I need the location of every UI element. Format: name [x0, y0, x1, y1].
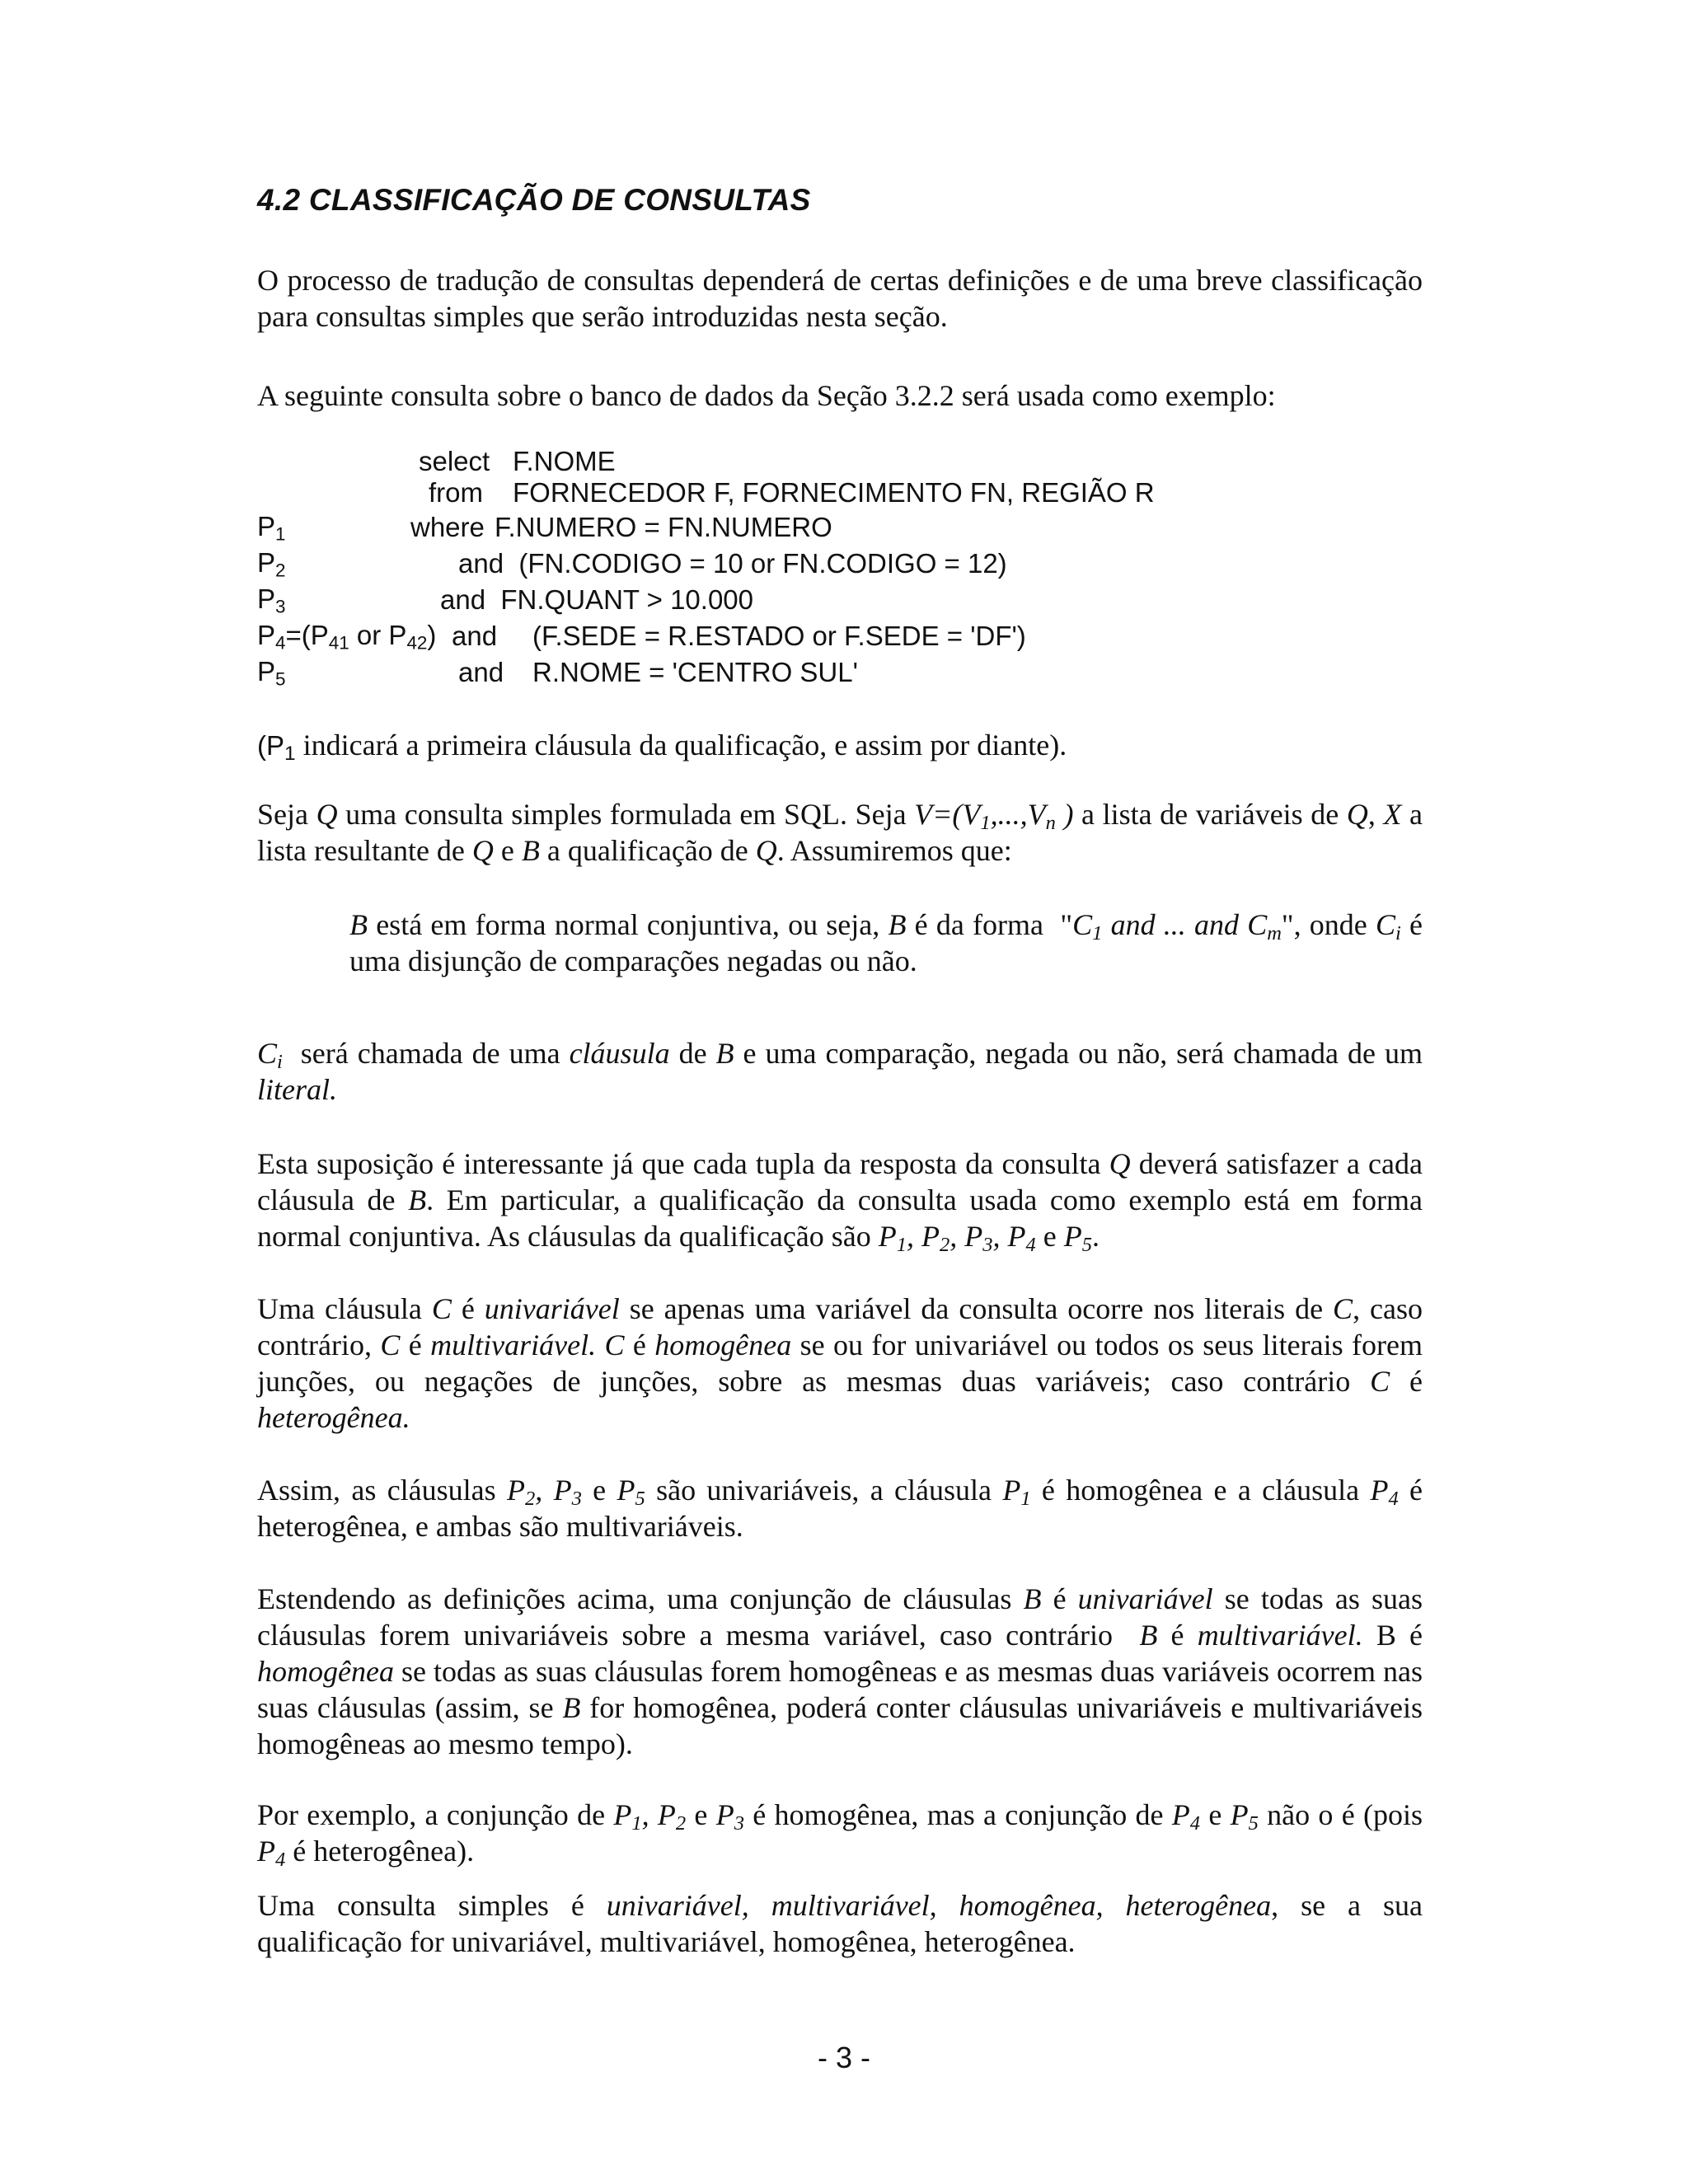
sql-where-value: F.NUMERO = FN.NUMERO [495, 512, 832, 542]
predicate-label-p4: $P_4=(P_{41}$ or $P_{42}$) [257, 620, 437, 654]
univariavel-definition-paragraph: Uma cláusula C é univariável se apenas uma variável da consulta ocorre nos literais de C, caso contrário, C é multivariável. C é homogênea se ou for univariável ou todos os seus literais forem junções, ou negações de junções, sobre as mesmas duas variáveis; caso contrário C é heterogênea. [257, 1292, 1423, 1434]
sql-select-value: F.NOME [513, 446, 616, 476]
intro-paragraph: O processo de tradução de consultas dependerá de certas definições e de uma breve classificação para consultas simples que serão introduzidas nesta seção. [257, 264, 1423, 333]
predicate-label-p3: $P_3$ [257, 583, 286, 617]
predicate-label-p1: $P_1$ [257, 511, 286, 545]
p1-note-paragraph: ($P_1$ indicará a primeira cláusula da qualificação, e assim por diante). [257, 729, 1067, 766]
sql-line-p5-keyword: and [458, 657, 504, 687]
sql-line-p4-keyword: and [452, 621, 498, 651]
sql-line-p2: and (FN.CODIGO = 10 or FN.CODIGO = 12) [458, 548, 1007, 579]
assumption-paragraph: B está em forma normal conjuntiva, ou seja, B é da forma "$C_1$ and ... and $C_m$", onde $C_i$ é uma disjunção de comparações negadas ou não. [349, 908, 1423, 977]
simple-query-classification-paragraph: Uma consulta simples é univariável, multivariável, homogênea, heterogênea, se a sua qualificação for univariável, multivariável, homogênea, heterogênea. [257, 1889, 1423, 1958]
sql-line-p5-value: R.NOME = 'CENTRO SUL' [532, 657, 858, 687]
sql-line-p4-value: (F.SEDE = R.ESTADO or F.SEDE = 'DF') [532, 621, 1026, 651]
sql-from-keyword: from [429, 477, 483, 508]
predicate-label-p5: $P_5$ [257, 656, 286, 690]
clause-definition-paragraph: $C_i$ será chamada de uma cláusula de B e uma comparação, negada ou não, será chamada de um literal. [257, 1037, 1423, 1106]
sql-where-keyword: where [410, 512, 485, 542]
extended-definitions-paragraph: Estendendo as definições acima, uma conjunção de cláusulas B é univariável se todas as suas cláusulas forem univariáveis sobre a mesma variável, caso contrário B é multivariável. B é homogênea se todas as suas cláusulas forem homogêneas e as mesmas duas variáveis ocorrem nas suas cláusulas (assim, se B for homogênea, poderá conter cláusulas univariáveis e multivariáveis homogêneas ao mesmo tempo). [257, 1582, 1423, 1760]
example-intro-paragraph: A seguinte consulta sobre o banco de dados da Seção 3.2.2 será usada como exemplo: [257, 379, 1276, 412]
query-definition-paragraph: Seja Q uma consulta simples formulada em SQL. Seja $V=(V_1,...,V_n$ ) a lista de variáveis de Q, X a lista resultante de Q e B a qualificação de Q. Assumiremos que: [257, 798, 1423, 867]
page-number: - 3 - [817, 2041, 870, 2074]
sql-select-keyword: select [419, 446, 490, 476]
sql-line-p3: and FN.QUANT > 10.000 [440, 584, 753, 615]
example-clauses-paragraph: Assim, as cláusulas $P_2$, $P_3$ e $P_5$ são univariáveis, a cláusula $P_1$ é homogênea e a cláusula $P_4$ é heterogênea, e ambas são multivariáveis. [257, 1474, 1423, 1543]
predicate-label-p2: $P_2$ [257, 547, 286, 581]
section-heading: 4.2 CLASSIFICAÇÃO DE CONSULTAS [257, 183, 811, 217]
conjunction-example-paragraph: Por exemplo, a conjunção de $P_1$, $P_2$ e $P_3$ é homogênea, mas a conjunção de $P_4$ e $P_5$ não o é (pois $P_4$ é heterogênea). [257, 1798, 1423, 1872]
supposition-paragraph: Esta suposição é interessante já que cada tupla da resposta da consulta Q deverá satisfazer a cada cláusula de B. Em particular, a qualificação da consulta usada como exemplo está em forma normal conjuntiva. As cláusulas da qualificação são $P_1$, $P_2$, $P_3$, $P_4$ e $P_5$. [257, 1147, 1423, 1257]
sql-from-value: FORNECEDOR F, FORNECIMENTO FN, REGIÃO R [513, 477, 1155, 508]
